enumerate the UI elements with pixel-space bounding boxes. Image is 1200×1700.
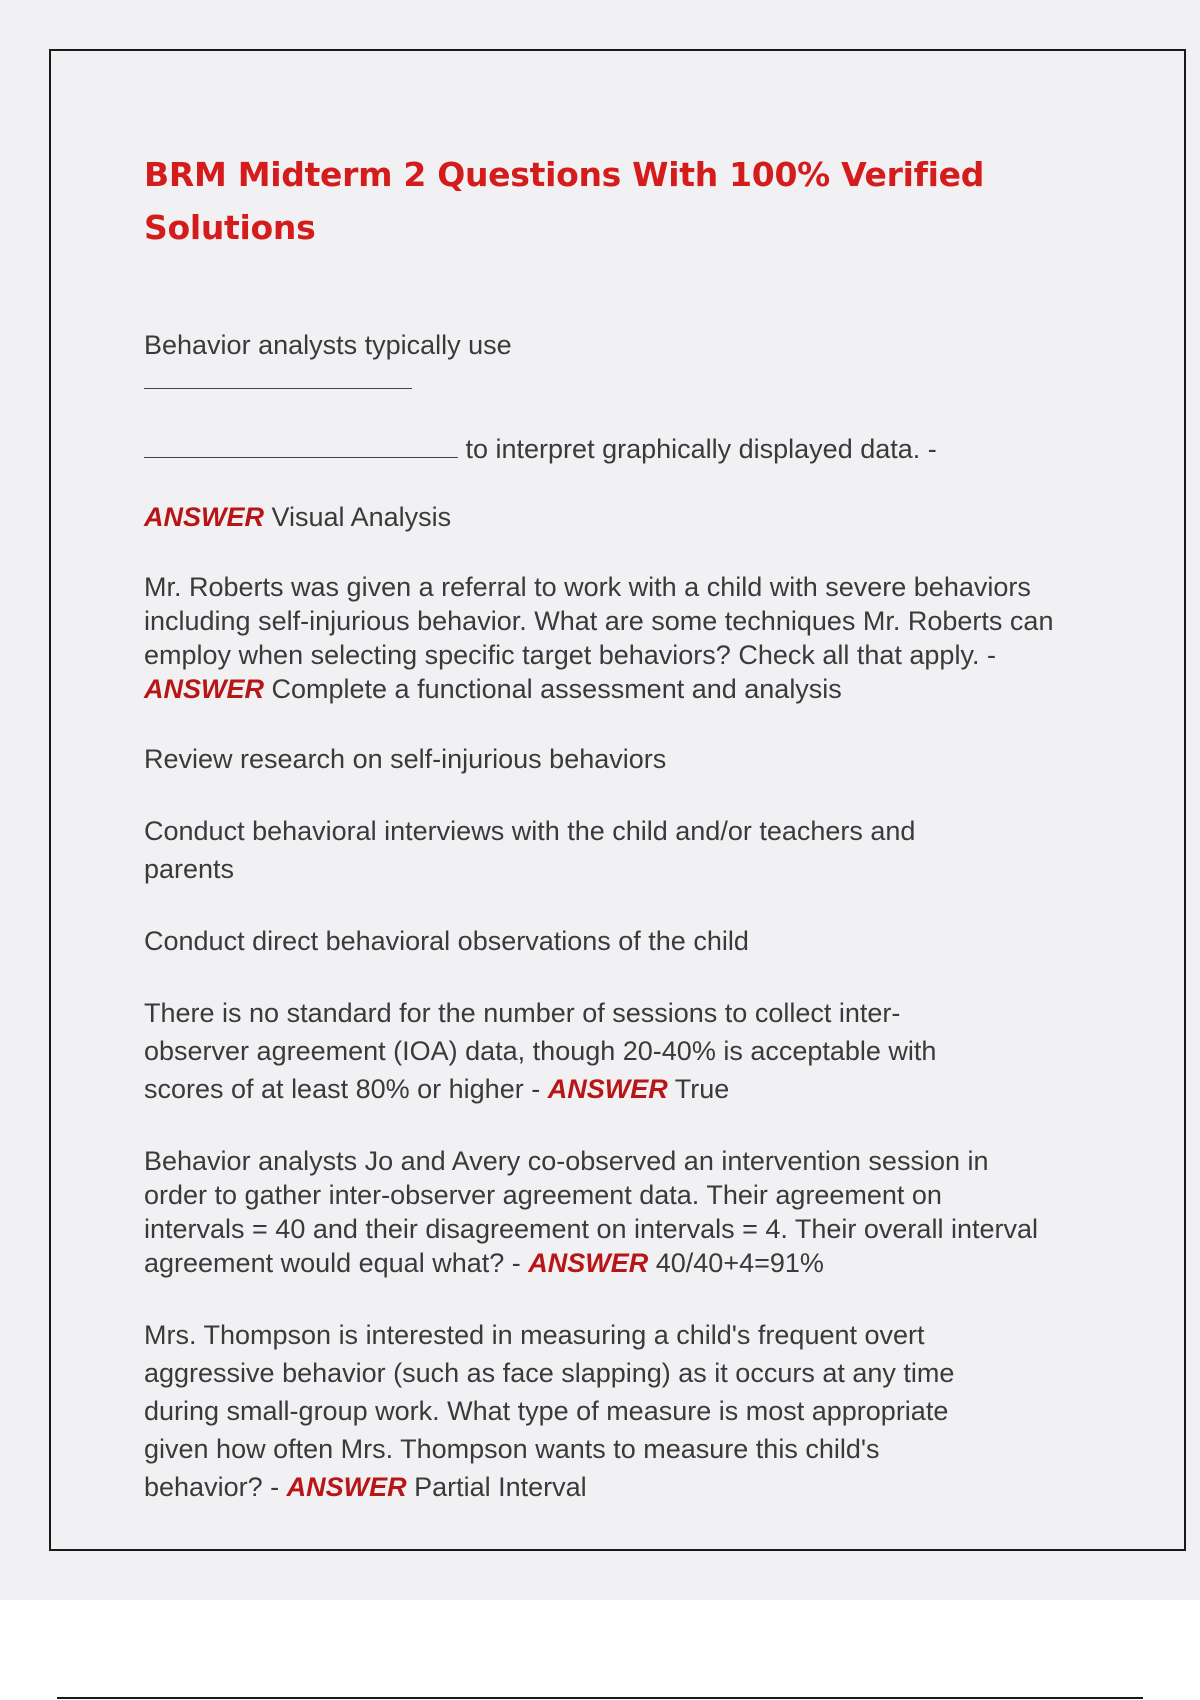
answer-label: ANSWER [286,1472,407,1502]
document-title: BRM Midterm 2 Questions With 100% Verified Solutions [144,155,985,247]
question-2 [144,570,1084,706]
answer-label: ANSWER [144,502,264,532]
option-line: Conduct behavioral interviews with the child and/or teachers and parents [144,816,916,884]
question-8 [144,1316,994,1506]
answer-2: Complete a functional assessment and analysis [264,674,842,704]
question-1-text-b: to interpret graphically displayed data. - [458,434,937,464]
question-6-text: There is no standard for the number of sessions to collect inter-observer agreement (IOA) data, though 20-40% is acceptable with scores of at least 80% or higher - [144,998,937,1104]
answer-1: Visual Analysis [264,502,452,532]
question-8-text: Mrs. Thompson is interested in measuring a child's frequent overt aggressive behavior (such as face slapping) as it occurs at any time during small-group work. What type of measure is most appropriate given how often Mrs. Thompson wants to measure this child's behavior? - [144,1320,955,1502]
bottom-divider [57,1697,1143,1699]
option-line: Conduct direct behavioral observations of the child [144,926,749,956]
answer-label: ANSWER [528,1248,649,1278]
question-6 [144,994,944,1108]
question-2-text: Mr. Roberts was given a referral to work with a child with severe behaviors including self-injurious behavior. What are some techniques Mr. Roberts can employ when selecting specific target behaviors? Check all that apply. - [144,572,1054,670]
answer-label: ANSWER [144,674,264,704]
document-content [144,148,1084,1542]
answer-8: Partial Interval [406,1472,587,1502]
option-line: Review research on self-injurious behaviors [144,744,667,774]
question-1 [144,294,974,534]
answer-blank-2 [144,431,458,458]
question-1-text-a: Behavior analysts typically use [144,330,512,360]
answer-6: True [667,1074,730,1104]
answer-blank-1 [144,362,412,389]
question-7 [144,1144,1044,1280]
question-7-text: Behavior analysts Jo and Avery co-observed an intervention session in order to gather inter-observer agreement data. Their agreement on intervals = 40 and their disagreement on intervals = 4. Their overall interval agreement would equal what? - [144,1146,1038,1278]
answer-label: ANSWER [547,1074,668,1104]
answer-7: 40/40+4=91% [648,1248,824,1278]
